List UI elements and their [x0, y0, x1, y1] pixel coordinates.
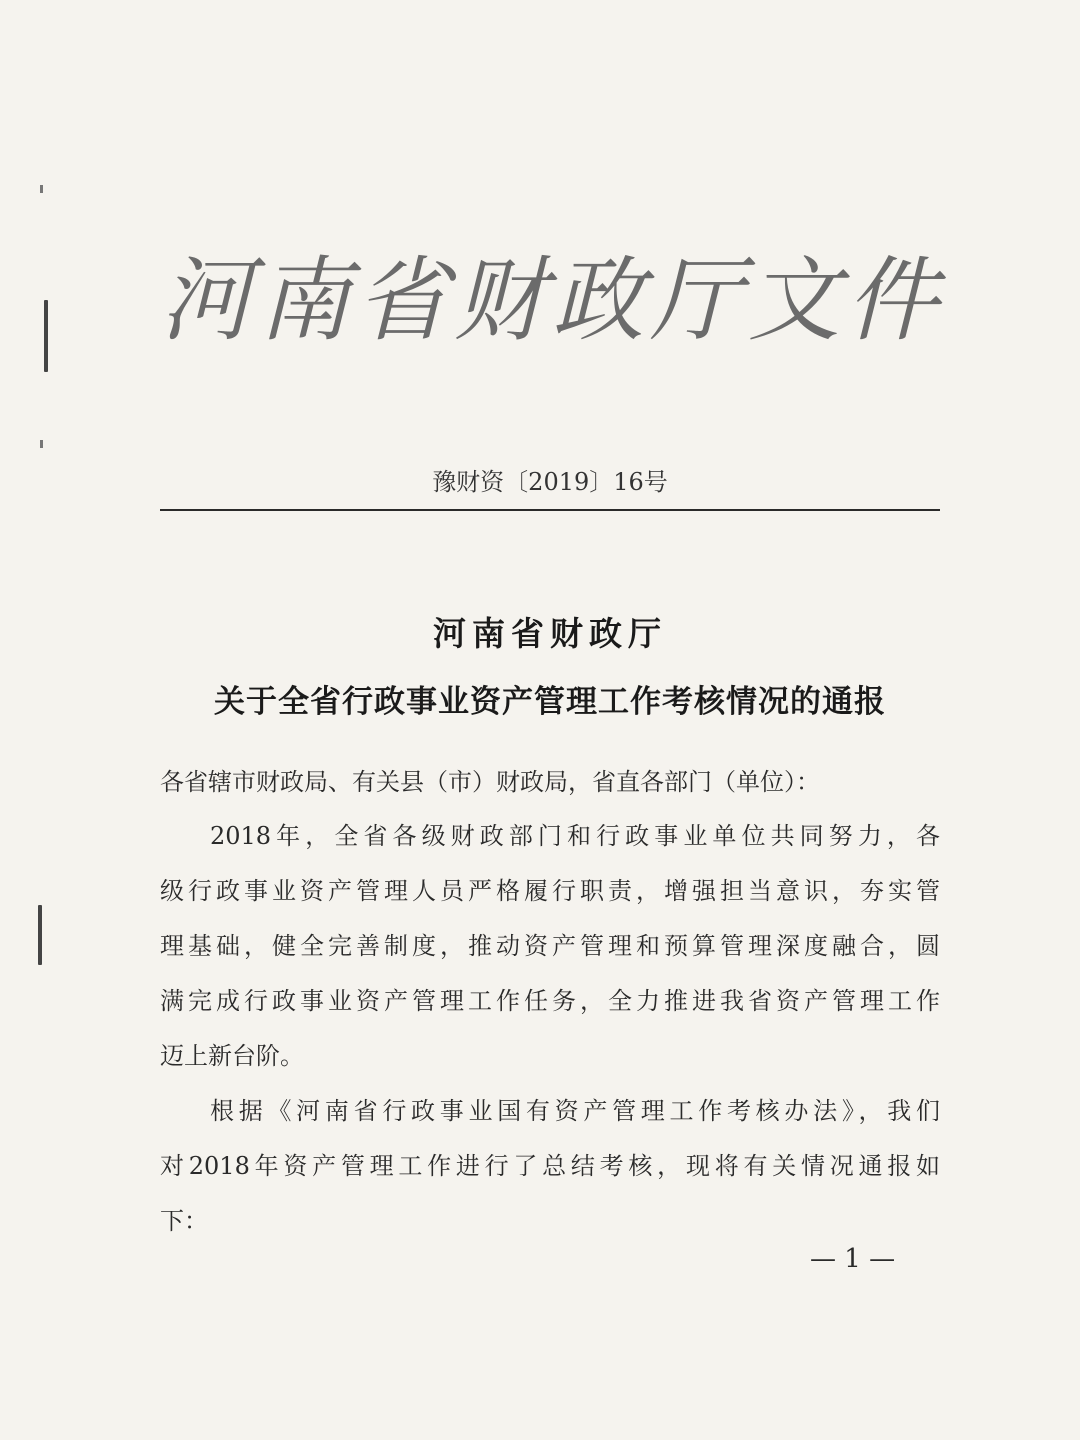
punch-dot-2	[40, 440, 43, 448]
binding-mark-top	[44, 300, 48, 372]
header-divider	[160, 509, 940, 511]
page-number: — 1 —	[810, 1244, 896, 1274]
paragraph1-line: 迈上新台阶。	[160, 1042, 304, 1070]
document-header: 河南省财政厅文件	[160, 247, 945, 354]
title-organization: 河南省财政厅	[433, 614, 667, 653]
paragraph2-line: 根据《河南省行政事业国有资产管理工作考核办法》，我们	[210, 1097, 940, 1125]
addressee-line: 各省辖市财政局、有关县（市）财政局，省直各部门（单位）：	[160, 768, 820, 796]
paragraph2-line: 对2018年资产管理工作进行了总结考核，现将有关情况通报如	[160, 1152, 940, 1180]
paragraph2-line: 下：	[160, 1207, 208, 1235]
document-number: 豫财资〔2019〕16号	[432, 468, 668, 496]
paragraph1-line: 2018年，全省各级财政部门和行政事业单位共同努力，各	[210, 822, 940, 850]
paragraph1-line: 理基础，健全完善制度，推动资产管理和预算管理深度融合，圆	[160, 932, 940, 960]
binding-mark-middle	[38, 905, 42, 965]
punch-dot-1	[40, 185, 43, 193]
title-main: 关于全省行政事业资产管理工作考核情况的通报	[214, 684, 886, 720]
paragraph1-line: 级行政事业资产管理人员严格履行职责，增强担当意识，夯实管	[160, 877, 940, 905]
paragraph1-line: 满完成行政事业资产管理工作任务，全力推进我省资产管理工作	[160, 987, 940, 1015]
